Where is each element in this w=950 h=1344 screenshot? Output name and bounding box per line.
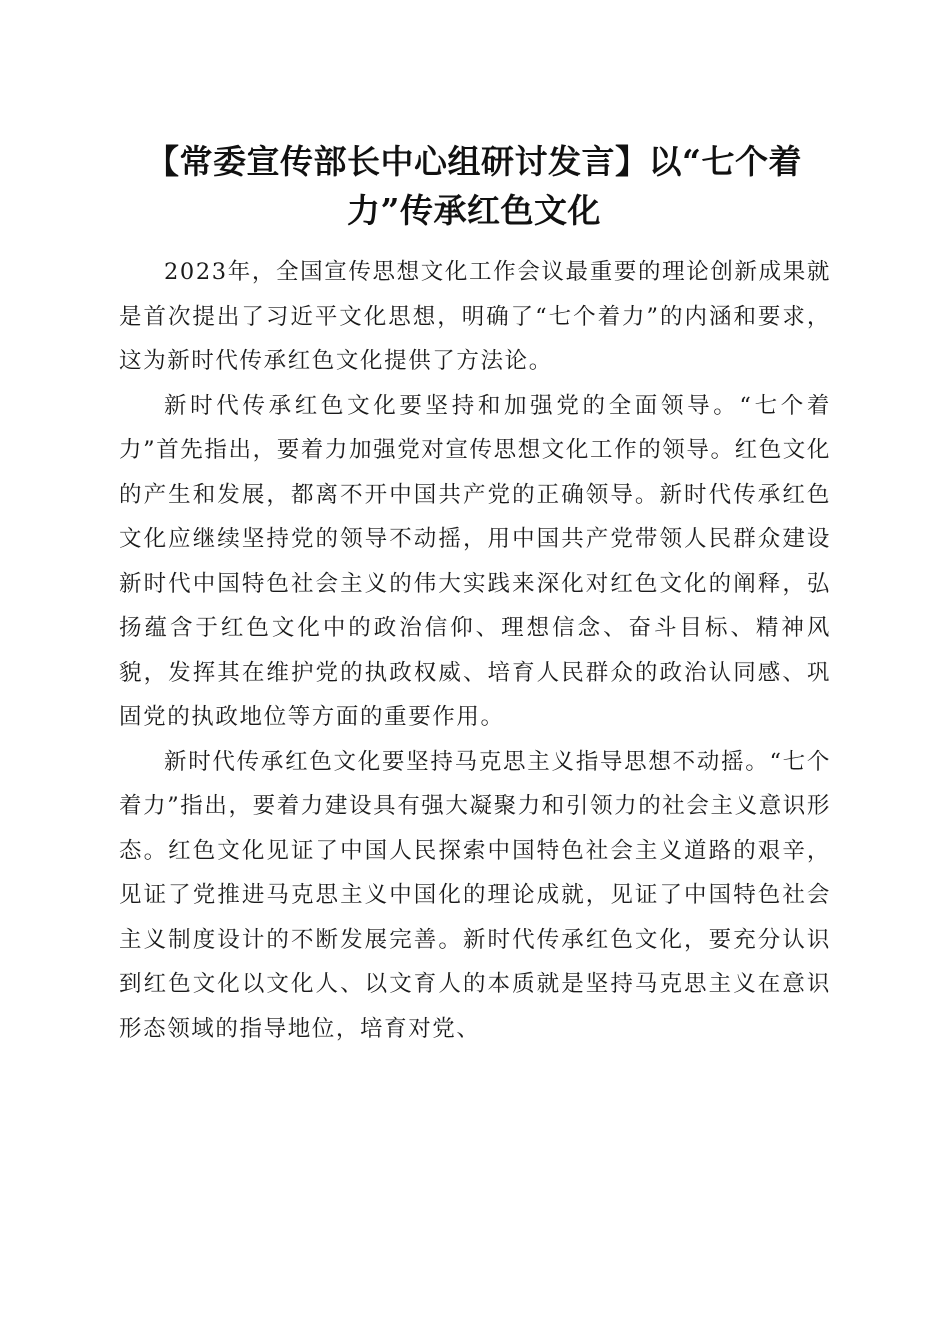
- document-title: 【常委宣传部长中心组研讨发言】以“七个着力”传承红色文化: [146, 142, 802, 230]
- document-body: [119, 250, 831, 1051]
- paragraph-2: 新时代传承红色文化要坚持和加强党的全面领导。“七个着力”首先指出，要着力加强党对宣传思想文化工作的领导。红色文化的产生和发展，都离不开中国共产党的正确领导。新时代传承红色文化应继续坚持党的领导不动摇，用中国共产党带领人民群众建设新时代中国特色社会主义的伟大实践来深化对红色文化的阐释，弘扬蕴含于红色文化中的政治信仰、理想信念、奋斗目标、精神风貌，发挥其在维护党的执政权威、培育人民群众的政治认同感、巩固党的执政地位等方面的重要作用。: [119, 392, 832, 730]
- paragraph-1: 2023年，全国宣传思想文化工作会议最重要的理论创新成果就是首次提出了习近平文化思想，明确了“七个着力”的内涵和要求，这为新时代传承红色文化提供了方法论。: [119, 259, 831, 374]
- paragraph-3: 新时代传承红色文化要坚持马克思主义指导思想不动摇。“七个着力”指出，要着力建设具有强大凝聚力和引领力的社会主义意识形态。红色文化见证了中国人民探索中国特色社会主义道路的艰辛，见证了党推进马克思主义中国化的理论成就，见证了中国特色社会主义制度设计的不断发展完善。新时代传承红色文化，要充分认识到红色文化以文化人、以文育人的本质就是坚持马克思主义在意识形态领域的指导地位，培育对党、: [119, 748, 832, 1042]
